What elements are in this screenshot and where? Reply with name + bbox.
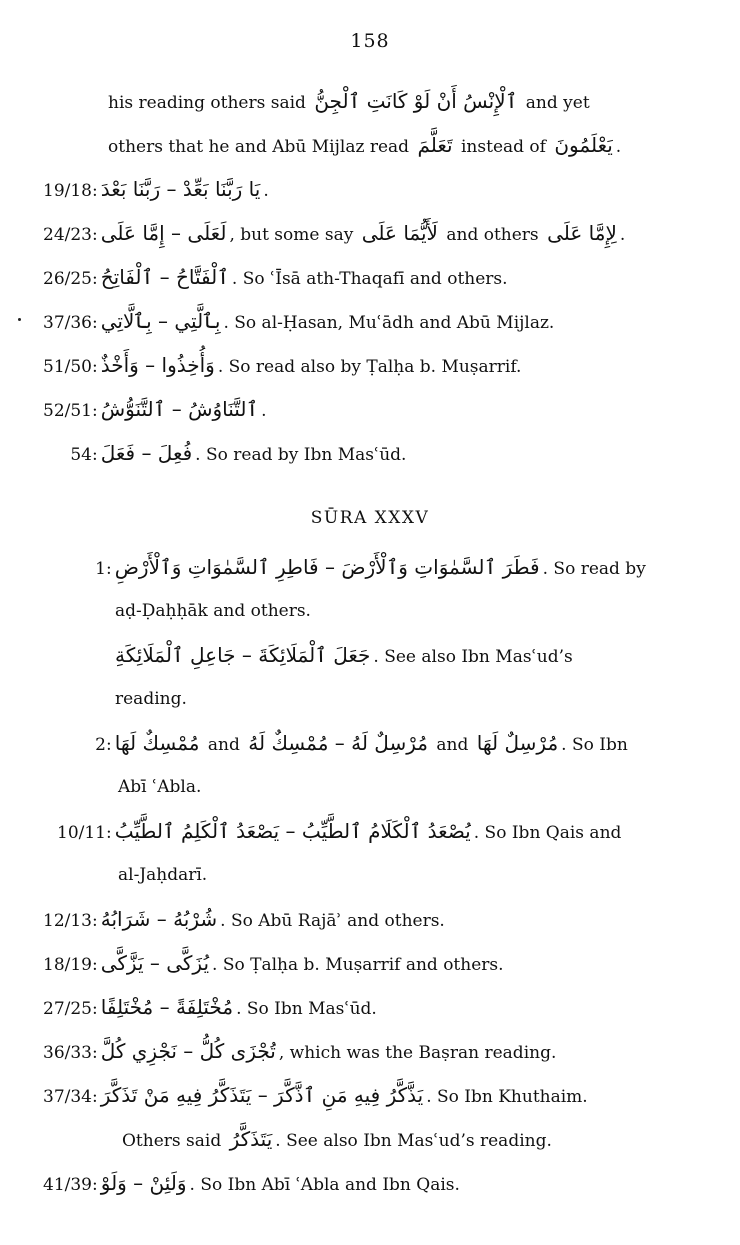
arabic-text: بِٱلَّتِي – بِٱلَّاتِي: [100, 309, 221, 333]
line-text: and: [430, 735, 474, 755]
verse-number: 1: [95, 559, 106, 579]
text-line: [112, 640, 573, 670]
arabic-text: ٱلْإِنْسُ أَنْ لَوْ كَانَتِ ٱلْجِنُّ: [314, 89, 518, 113]
arabic-text: جَعَلَ ٱلْمَلَائِكَةَ – جَاعِلِ ٱلْمَلَائِكَةِ: [115, 643, 371, 667]
verse-line: 24/23: لَعَلَى – إِمَّا عَلَى , but some say لَأَيُّمَا عَلَى and others لِإِمَّا عَلَى .: [34, 218, 625, 248]
verse-line: 54: فُعِلَ – فَعَلَ . So read by Ibn Masʿūd.: [34, 438, 406, 468]
arabic-text: مُرْسِلٌ لَهُ – مُمْسِكٌ لَهُ: [248, 731, 428, 755]
verse-number: 19/18: [43, 181, 92, 201]
verse-number: 36/33: [43, 1043, 92, 1063]
arabic-text: مُمْسِكٌ لَهَا: [114, 731, 200, 755]
verse-line: 52/51: ٱلتَّنَاوُشُ – ٱلتَّنَوُّشُ .: [34, 394, 267, 424]
verse-line: 37/34: يَذَّكَّرُ فِيهِ مَنِ ٱذَّكَّرَ – يَتَذَكَّرُ فِيهِ مَنْ تَذَكَّرَ . So Ibn Khuthaim.: [34, 1080, 588, 1110]
verse-line: 12/13: شُرْبُهُ – شَرَابُهُ . So Abū Rajāʾ and others.: [34, 904, 445, 934]
line-text: , which was the Baṣran reading.: [278, 1043, 557, 1063]
arabic-text: وَلَئِنْ – وَلَوْ: [100, 1171, 187, 1195]
arabic-text: يُزَكَّى – يَزَّكَّى: [100, 951, 210, 975]
verse-number: 52/51: [43, 401, 92, 421]
text-line: [115, 596, 311, 626]
line-text: others that he and Abū Mijlaz read: [108, 137, 415, 157]
text-line: [115, 684, 187, 714]
line-text: . So Ṭalḥa b. Muṣarrif and others.: [212, 955, 504, 975]
arabic-text: شُرْبُهُ – شَرَابُهُ: [100, 907, 218, 931]
verse-number: 54: [70, 445, 92, 465]
verse-number: 2: [95, 735, 106, 755]
line-text: instead of: [455, 137, 552, 157]
arabic-text: لَأَيُّمَا عَلَى: [361, 221, 438, 245]
arabic-text: مُرْسِلٌ لَهَا: [476, 731, 559, 755]
line-text: . So ʿĪsā ath-Thaqafī and others.: [231, 269, 508, 289]
arabic-text: لِإِمَّا عَلَى: [547, 221, 617, 245]
verse-number: 37/34: [43, 1087, 92, 1107]
text-line: [118, 860, 207, 890]
line-text: . So read by: [542, 559, 646, 579]
verse-line: 41/39: وَلَئِنْ – وَلَوْ . So Ibn Abī ʿAbla and Ibn Qais.: [34, 1168, 460, 1198]
line-text: aḍ-Ḍaḥḥāk and others.: [115, 601, 311, 621]
line-text: Abī ʿAbla.: [118, 777, 202, 797]
verse-line: 27/25: مُخْتَلِفَةً – مُخْتَلِفًا . So Ibn Masʿūd.: [34, 992, 377, 1022]
verse-line: 19/18: يَا رَبَّنَا بَعِّدْ – رَبَّنَا بَعْدَ .: [34, 174, 269, 204]
page-number: 158: [350, 30, 390, 52]
verse-line: 36/33: تُجْزَى كُلُّ – نَجْزِي كُلَّ , which was the Baṣran reading.: [34, 1036, 556, 1066]
line-text: . See also Ibn Masʿud’s: [373, 647, 573, 667]
line-text: and others: [440, 225, 545, 245]
line-text: . So Ibn Qais and: [473, 823, 622, 843]
verse-line: 37/36: بِٱلَّتِي – بِٱلَّاتِي . So al-Ḥasan, Muʿādh and Abū Mijlaz.: [34, 306, 554, 336]
verse-number: 41/39: [43, 1175, 92, 1195]
verse-number: 27/25: [43, 999, 92, 1019]
arabic-text: يَتَذَكَّرُ: [229, 1127, 273, 1151]
line-text: , but some say: [229, 225, 359, 245]
verse-number: 26/25: [43, 269, 92, 289]
line-text: al-Jaḥdarī.: [118, 865, 208, 885]
text-line: [108, 130, 621, 160]
line-text: reading.: [115, 689, 187, 709]
verse-number: 24/23: [43, 225, 92, 245]
arabic-text: فَطَرَ ٱلسَّمٰوَاتِ وَٱلْأَرْضَ – فَاطِرِ ٱلسَّمٰوَاتِ وَٱلْأَرْضِ: [114, 555, 540, 579]
text-line: [108, 86, 590, 116]
arabic-text: تُجْزَى كُلُّ – نَجْزِي كُلَّ: [100, 1039, 276, 1063]
line-text: .: [263, 181, 269, 201]
line-text: . So al-Ḥasan, Muʿādh and Abū Mijlaz.: [223, 313, 555, 333]
line-text: . So Ibn Khuthaim.: [426, 1087, 588, 1107]
margin-mark: [18, 318, 21, 321]
line-text: . So read by Ibn Masʿūd.: [195, 445, 407, 465]
line-text: and yet: [520, 93, 590, 113]
verse-line: 2: مُمْسِكٌ لَهَا and مُرْسِلٌ لَهُ – مُمْسِكٌ لَهُ and مُرْسِلٌ لَهَا . So Ibn: [34, 728, 628, 758]
section-heading: SŪRA XXXV: [310, 508, 430, 528]
line-text: Others said: [122, 1131, 227, 1151]
arabic-text: ٱلْفَتَّاحُ – ٱلْفَاتِحُ: [100, 265, 229, 289]
line-text: . So read also by Ṭalḥa b. Muṣarrif.: [217, 357, 522, 377]
line-text: .: [615, 137, 622, 157]
verse-number: 37/36: [43, 313, 92, 333]
verse-number: 18/19: [43, 955, 92, 975]
arabic-text: يُصْعَدُ ٱلْكَلَامُ ٱلطَّيِّبُ – يَصْعَدُ ٱلْكَلِمُ ٱلطَّيِّبُ: [114, 819, 471, 843]
arabic-text: مُخْتَلِفَةً – مُخْتَلِفًا: [100, 995, 234, 1019]
line-text: . See also Ibn Masʿud’s reading.: [275, 1131, 552, 1151]
line-text: . So Abū Rajāʾ and others.: [220, 911, 445, 931]
arabic-text: لَعَلَى – إِمَّا عَلَى: [100, 221, 227, 245]
arabic-text: ٱلتَّنَاوُشُ – ٱلتَّنَوُّشُ: [100, 397, 259, 421]
verse-line: 51/50: وَأُخِذُوا – وَأَخْذٌ . So read also by Ṭalḥa b. Muṣarrif.: [34, 350, 521, 380]
verse-number: 10/11: [57, 823, 106, 843]
verse-line: 26/25: ٱلْفَتَّاحُ – ٱلْفَاتِحُ . So ʿĪsā ath-Thaqafī and others.: [34, 262, 508, 292]
line-text: and: [202, 735, 246, 755]
arabic-text: تَعَلَّمَ: [417, 133, 453, 157]
text-line: [118, 772, 201, 802]
line-text: . So Ibn Abī ʿAbla and Ibn Qais.: [189, 1175, 460, 1195]
line-text: . So Ibn Masʿūd.: [236, 999, 377, 1019]
arabic-text: وَأُخِذُوا – وَأَخْذٌ: [100, 353, 215, 377]
arabic-text: فُعِلَ – فَعَلَ: [100, 441, 193, 465]
line-text: .: [619, 225, 626, 245]
verse-line: 10/11: يُصْعَدُ ٱلْكَلَامُ ٱلطَّيِّبُ – يَصْعَدُ ٱلْكَلِمُ ٱلطَّيِّبُ . So Ibn Qais and: [34, 816, 621, 846]
text-line: [122, 1124, 552, 1154]
arabic-text: يَذَّكَّرُ فِيهِ مَنِ ٱذَّكَّرَ – يَتَذَكَّرُ فِيهِ مَنْ تَذَكَّرَ: [100, 1083, 424, 1107]
verse-number: 12/13: [43, 911, 92, 931]
verse-line: 1: فَطَرَ ٱلسَّمٰوَاتِ وَٱلْأَرْضَ – فَاطِرِ ٱلسَّمٰوَاتِ وَٱلْأَرْضِ . So read by: [34, 552, 646, 582]
line-text: .: [261, 401, 267, 421]
line-text: his reading others said: [108, 93, 312, 113]
line-text: . So Ibn: [561, 735, 628, 755]
verse-line: 18/19: يُزَكَّى – يَزَّكَّى . So Ṭalḥa b. Muṣarrif and others.: [34, 948, 504, 978]
arabic-text: يَا رَبَّنَا بَعِّدْ – رَبَّنَا بَعْدَ: [100, 177, 261, 201]
arabic-text: يَعْلَمُونَ: [554, 133, 613, 157]
verse-number: 51/50: [43, 357, 92, 377]
